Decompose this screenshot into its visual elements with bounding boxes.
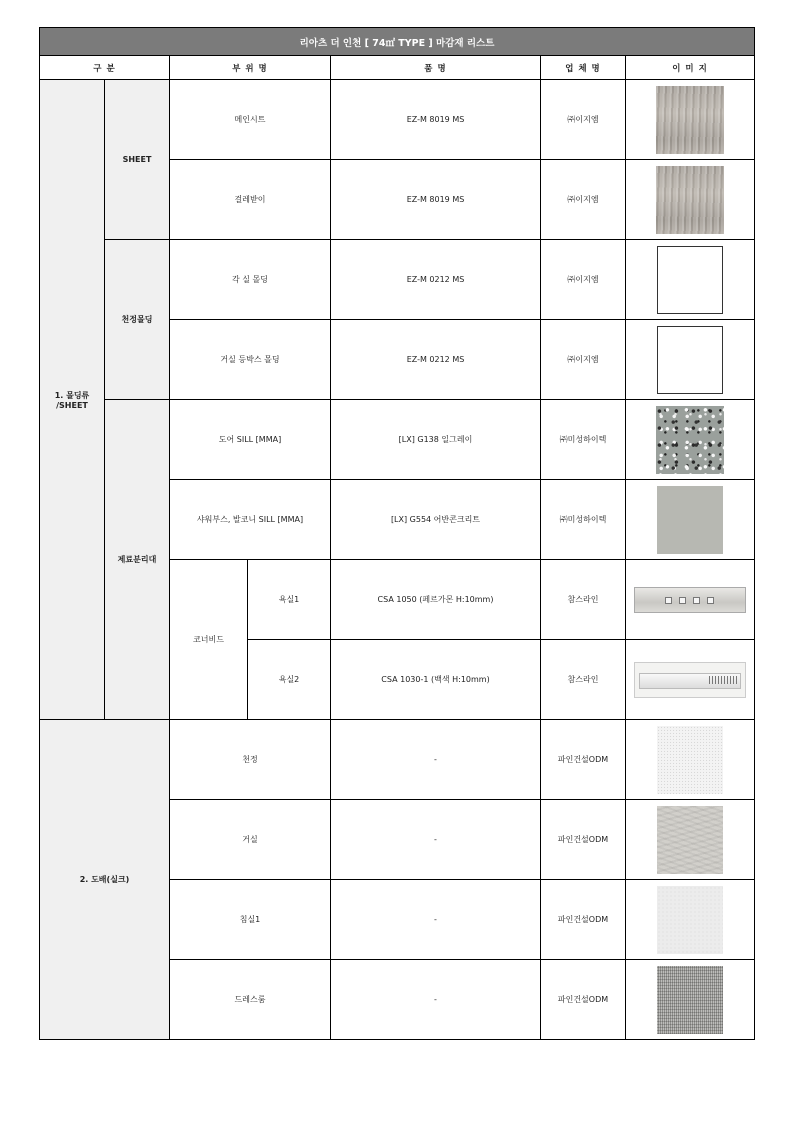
- product-cell: EZ-M 8019 MS: [331, 80, 541, 160]
- company-cell: 참스라인: [541, 640, 626, 720]
- location-cell: 욕실2: [248, 640, 331, 720]
- wallpaper-image: [657, 806, 723, 874]
- image-cell: [626, 80, 755, 160]
- image-cell: [626, 560, 755, 640]
- subgroup-material-divider: 제료분리대: [105, 400, 170, 720]
- location-cell: 각 실 몰딩: [170, 240, 331, 320]
- product-cell: EZ-M 0212 MS: [331, 240, 541, 320]
- location-cell: 거실 등박스 몰딩: [170, 320, 331, 400]
- table-row: [40, 80, 755, 160]
- product-cell: -: [331, 880, 541, 960]
- company-cell: 참스라인: [541, 560, 626, 640]
- table-row: [40, 400, 755, 480]
- product-cell: EZ-M 0212 MS: [331, 320, 541, 400]
- company-cell: ㈜이지엠: [541, 80, 626, 160]
- product-cell: -: [331, 960, 541, 1040]
- company-cell: ㈜미성하이텍: [541, 480, 626, 560]
- group-molding-sheet: 1. 몰딩류 /SHEET: [40, 80, 105, 720]
- image-cell: [626, 320, 755, 400]
- image-cell: [626, 720, 755, 800]
- table-row: [40, 720, 755, 800]
- wood-sheet-image: [656, 166, 724, 234]
- location-cell: 도어 SILL [MMA]: [170, 400, 331, 480]
- company-cell: ㈜이지엠: [541, 320, 626, 400]
- location-cell: 욕실1: [248, 560, 331, 640]
- image-cell: [626, 160, 755, 240]
- product-cell: -: [331, 720, 541, 800]
- image-cell: [626, 640, 755, 720]
- table-row: [40, 240, 755, 320]
- subgroup-sheet: SHEET: [105, 80, 170, 240]
- location-cell: 걸레받이: [170, 160, 331, 240]
- company-cell: 파인건설ODM: [541, 720, 626, 800]
- image-cell: [626, 880, 755, 960]
- gray-stone-image: [656, 406, 724, 474]
- product-cell: EZ-M 8019 MS: [331, 160, 541, 240]
- product-cell: CSA 1050 (페르가몬 H:10mm): [331, 560, 541, 640]
- location-cell: 거실: [170, 800, 331, 880]
- wood-sheet-image: [656, 86, 724, 154]
- wallpaper-image: [657, 726, 723, 794]
- header-category: 구 분: [40, 56, 170, 80]
- image-cell: [626, 960, 755, 1040]
- header-company: 업 체 명: [541, 56, 626, 80]
- group-wallpaper: 2. 도배(실크): [40, 720, 170, 1040]
- company-cell: 파인건설ODM: [541, 960, 626, 1040]
- location-cell: 드레스룸: [170, 960, 331, 1040]
- white-molding-image: [657, 246, 723, 314]
- header-image: 이 미 지: [626, 56, 755, 80]
- company-cell: 파인건설ODM: [541, 800, 626, 880]
- wallpaper-image: [657, 966, 723, 1034]
- product-cell: [LX] G554 어반콘크리트: [331, 480, 541, 560]
- image-cell: [626, 240, 755, 320]
- product-cell: -: [331, 800, 541, 880]
- product-cell: [LX] G138 일그레이: [331, 400, 541, 480]
- header-location: 부 위 명: [170, 56, 331, 80]
- header-product: 품 명: [331, 56, 541, 80]
- image-cell: [626, 480, 755, 560]
- company-cell: ㈜이지엠: [541, 160, 626, 240]
- corner-bead-image: [634, 662, 746, 698]
- image-cell: [626, 400, 755, 480]
- location-cell: 메인시트: [170, 80, 331, 160]
- white-molding-image: [657, 326, 723, 394]
- company-cell: ㈜미성하이텍: [541, 400, 626, 480]
- location-cell: 침실1: [170, 880, 331, 960]
- product-cell: CSA 1030-1 (백색 H:10mm): [331, 640, 541, 720]
- corner-bead-label: 코너비드: [170, 560, 248, 720]
- location-cell: 천정: [170, 720, 331, 800]
- document-title: 리아츠 더 인천 [ 74㎡ TYPE ] 마감재 리스트: [40, 28, 755, 56]
- subgroup-ceiling-molding: 천정몰딩: [105, 240, 170, 400]
- company-cell: 파인건설ODM: [541, 880, 626, 960]
- finish-materials-table: [39, 27, 755, 1040]
- location-cell: 샤워부스, 발코니 SILL [MMA]: [170, 480, 331, 560]
- company-cell: ㈜이지엠: [541, 240, 626, 320]
- wallpaper-image: [657, 886, 723, 954]
- image-cell: [626, 800, 755, 880]
- concrete-stone-image: [657, 486, 723, 554]
- corner-bead-image: [634, 587, 746, 613]
